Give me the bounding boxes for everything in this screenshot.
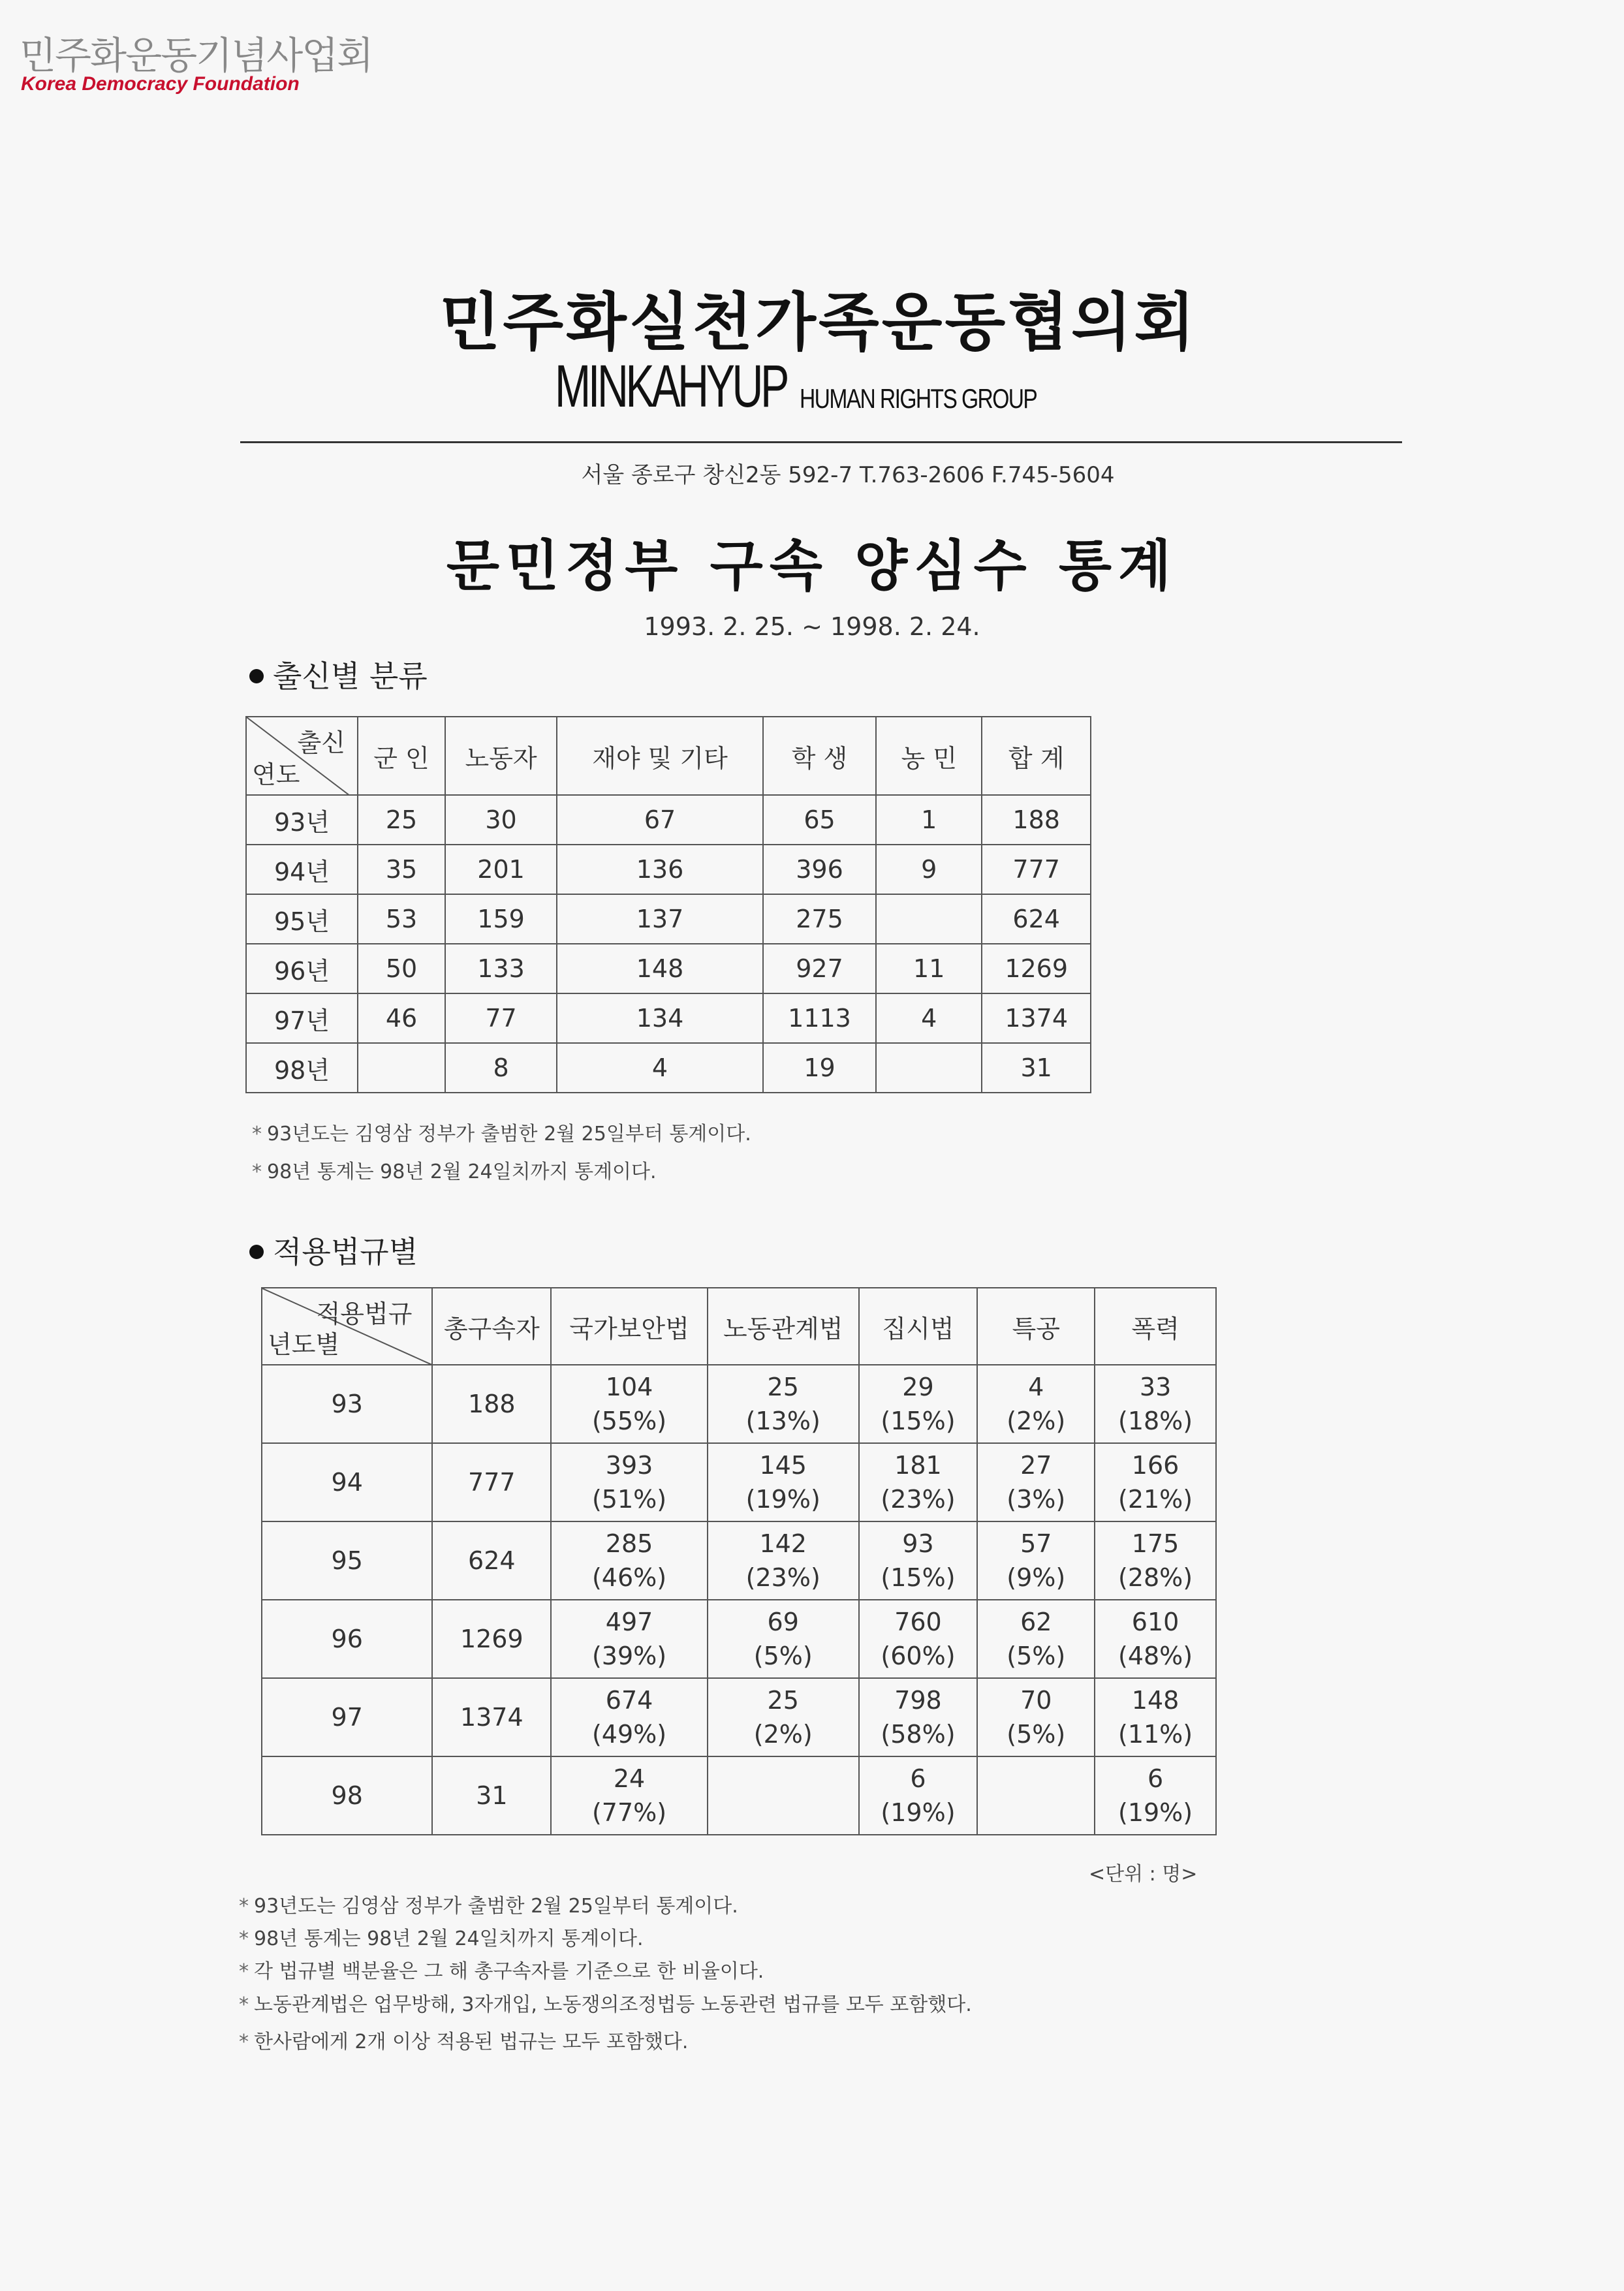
column-header: 특공	[977, 1288, 1095, 1365]
cell-count: 24	[613, 1764, 646, 1793]
cell-percent: (48%)	[1118, 1642, 1193, 1670]
note-text: 93년도는 김영삼 정부가 출범한 2월 25일부터 통계이다.	[267, 1123, 751, 1146]
table-cell: 777	[982, 845, 1091, 894]
table-cell: 9	[876, 845, 982, 894]
row-year: 93년	[246, 795, 358, 845]
row-total: 777	[432, 1443, 551, 1521]
corner-label-year: 연도	[252, 760, 300, 789]
row-year: 94	[262, 1443, 432, 1521]
table-cell: 137	[557, 894, 763, 944]
table-cell	[859, 1756, 978, 1835]
column-header: 노동관계법	[708, 1288, 859, 1365]
note-text: 각 법규별 백분율은 그 해 총구속자를 기준으로 한 비율이다.	[254, 1960, 764, 1983]
table-corner-cell	[246, 717, 358, 795]
table-row	[246, 894, 1091, 944]
table-cell	[1095, 1678, 1216, 1756]
table-row	[246, 845, 1091, 894]
cell-count: 798	[894, 1686, 942, 1715]
cell-count: 25	[767, 1686, 799, 1715]
row-total: 624	[432, 1521, 551, 1600]
cell-count: 33	[1139, 1373, 1172, 1401]
row-year: 95	[262, 1521, 432, 1600]
table-cell: 35	[358, 845, 445, 894]
cell-count: 285	[605, 1529, 653, 1558]
table-cell	[1095, 1365, 1216, 1443]
column-header: 집시법	[859, 1288, 978, 1365]
cell-count: 148	[1131, 1686, 1179, 1715]
cell-count: 93	[902, 1529, 934, 1558]
cell-percent: (15%)	[881, 1407, 956, 1435]
table-cell: 133	[445, 944, 557, 993]
cell-percent: (2%)	[753, 1720, 813, 1749]
cell-percent: (5%)	[1007, 1642, 1066, 1670]
section2-note: * 노동관계법은 업무방해, 3자개입, 노동쟁의조정법등 노동관련 법규를 모두 포함했다.	[239, 1993, 972, 2016]
cell-count: 142	[759, 1529, 807, 1558]
table-cell: 134	[557, 993, 763, 1043]
cell-percent: (18%)	[1118, 1407, 1193, 1435]
table-cell: 30	[445, 795, 557, 845]
origin-classification-table	[245, 716, 1091, 1093]
section2-note: * 한사람에게 2개 이상 적용된 법규는 모두 포함했다.	[239, 2031, 689, 2053]
table-cell	[859, 1678, 978, 1756]
cell-percent: (58%)	[881, 1720, 956, 1749]
table-row	[262, 1600, 1216, 1678]
cell-count: 27	[1020, 1451, 1052, 1480]
row-year: 98년	[246, 1043, 358, 1093]
document-title: 문민정부 구속 양심수 통계	[446, 534, 1178, 598]
cell-count: 62	[1020, 1608, 1052, 1636]
row-year: 98	[262, 1756, 432, 1835]
cell-count: 760	[894, 1608, 942, 1636]
cell-count: 69	[767, 1608, 799, 1636]
table-cell	[859, 1600, 978, 1678]
cell-count: 175	[1131, 1529, 1179, 1558]
column-header: 국가보안법	[551, 1288, 708, 1365]
table-cell: 77	[445, 993, 557, 1043]
column-header: 군 인	[358, 717, 445, 795]
letterhead-divider	[240, 441, 1402, 443]
table-cell	[977, 1756, 1095, 1835]
table-cell	[1095, 1600, 1216, 1678]
table-header-row	[246, 717, 1091, 795]
cell-percent: (5%)	[1007, 1720, 1066, 1749]
cell-count: 393	[605, 1451, 653, 1480]
table-cell	[876, 1043, 982, 1093]
row-total: 31	[432, 1756, 551, 1835]
table-cell	[977, 1521, 1095, 1600]
table-cell	[708, 1443, 859, 1521]
row-year: 96	[262, 1600, 432, 1678]
corner-label-origin: 출신	[297, 728, 345, 757]
table-cell: 50	[358, 944, 445, 993]
note-text: 98년 통계는 98년 2월 24일치까지 통계이다.	[254, 1927, 644, 1950]
corner-label-law: 적용법규	[316, 1300, 413, 1328]
document-period: 1993. 2. 25. ~ 1998. 2. 24.	[644, 612, 980, 641]
table-cell: 4	[876, 993, 982, 1043]
table-cell	[977, 1678, 1095, 1756]
cell-count: 674	[605, 1686, 653, 1715]
table-row	[246, 1043, 1091, 1093]
section2-note: * 93년도는 김영삼 정부가 출범한 2월 25일부터 통계이다.	[239, 1895, 738, 1918]
row-year: 95년	[246, 894, 358, 944]
section1-note: * 98년 통계는 98년 2월 24일치까지 통계이다.	[252, 1161, 657, 1183]
section2-note: * 각 법규별 백분율은 그 해 총구속자를 기준으로 한 비율이다.	[239, 1960, 764, 1983]
note-text: 노동관계법은 업무방해, 3자개입, 노동쟁의조정법등 노동관련 법규를 모두 포함했다.	[254, 1993, 972, 2016]
bullet-icon	[249, 669, 264, 683]
applied-law-table	[261, 1287, 1217, 1835]
cell-count: 6	[910, 1764, 926, 1793]
table-row	[246, 795, 1091, 845]
table-row	[262, 1443, 1216, 1521]
cell-percent: (23%)	[745, 1563, 820, 1592]
table-cell	[551, 1443, 708, 1521]
cell-percent: (28%)	[1118, 1563, 1193, 1592]
table-cell	[1095, 1443, 1216, 1521]
cell-count: 4	[1028, 1373, 1044, 1401]
table-cell: 159	[445, 894, 557, 944]
table-cell: 396	[763, 845, 876, 894]
foundation-watermark-english: Korea Democracy Foundation	[21, 73, 300, 95]
table-row	[262, 1365, 1216, 1443]
note-text: 98년 통계는 98년 2월 24일치까지 통계이다.	[267, 1161, 657, 1183]
cell-count: 145	[759, 1451, 807, 1480]
table-cell	[551, 1678, 708, 1756]
table-cell: 188	[982, 795, 1091, 845]
table-cell	[708, 1365, 859, 1443]
cell-percent: (21%)	[1118, 1485, 1193, 1514]
table-row	[246, 993, 1091, 1043]
section1-heading	[249, 653, 428, 696]
table-row	[246, 944, 1091, 993]
organization-address: 서울 종로구 창신2동 592-7 T.763-2606 F.745-5604	[581, 462, 1115, 488]
cell-count: 610	[1131, 1608, 1179, 1636]
table-cell: 201	[445, 845, 557, 894]
table-cell: 25	[358, 795, 445, 845]
cell-count: 497	[605, 1608, 653, 1636]
row-year: 94년	[246, 845, 358, 894]
table-cell	[708, 1756, 859, 1835]
table-cell	[859, 1443, 978, 1521]
cell-count: 6	[1147, 1764, 1164, 1793]
cell-percent: (9%)	[1007, 1563, 1066, 1592]
table-cell: 8	[445, 1043, 557, 1093]
table-cell: 11	[876, 944, 982, 993]
table-cell	[708, 1600, 859, 1678]
row-year: 96년	[246, 944, 358, 993]
cell-percent: (51%)	[591, 1485, 667, 1514]
table-cell	[551, 1600, 708, 1678]
table-cell	[551, 1756, 708, 1835]
note-text: 한사람에게 2개 이상 적용된 법규는 모두 포함했다.	[254, 2031, 689, 2053]
cell-percent: (15%)	[881, 1563, 956, 1592]
cell-percent: (77%)	[591, 1798, 667, 1827]
table-cell: 624	[982, 894, 1091, 944]
table-cell	[977, 1443, 1095, 1521]
corner-label-year: 년도별	[268, 1330, 340, 1359]
cell-percent: (2%)	[1007, 1407, 1066, 1435]
column-header: 폭력	[1095, 1288, 1216, 1365]
table-row	[262, 1756, 1216, 1835]
cell-percent: (46%)	[591, 1563, 667, 1592]
table-cell: 53	[358, 894, 445, 944]
unit-label: <단위 : 명>	[1089, 1863, 1198, 1886]
table-cell	[358, 1043, 445, 1093]
cell-percent: (13%)	[745, 1407, 820, 1435]
bullet-icon	[249, 1245, 264, 1259]
cell-count: 25	[767, 1373, 799, 1401]
table-header-row	[262, 1288, 1216, 1365]
table-cell: 275	[763, 894, 876, 944]
table-cell	[876, 894, 982, 944]
table-cell: 1269	[982, 944, 1091, 993]
table-cell: 65	[763, 795, 876, 845]
cell-percent: (19%)	[881, 1798, 956, 1827]
row-year: 97년	[246, 993, 358, 1043]
cell-count: 57	[1020, 1529, 1052, 1558]
cell-percent: (5%)	[753, 1642, 813, 1670]
organization-name-english	[555, 352, 1037, 421]
cell-count: 166	[1131, 1451, 1179, 1480]
cell-percent: (60%)	[881, 1642, 956, 1670]
row-year: 97	[262, 1678, 432, 1756]
section2-heading	[249, 1228, 418, 1271]
table-cell	[551, 1521, 708, 1600]
table-corner-cell	[262, 1288, 432, 1365]
cell-percent: (19%)	[745, 1485, 820, 1514]
organization-name-korean: 민주화실천가족운동협의회	[439, 286, 1198, 359]
foundation-watermark-korean: 민주화운동기념사업회	[20, 33, 373, 78]
cell-percent: (55%)	[591, 1407, 667, 1435]
cell-percent: (49%)	[591, 1720, 667, 1749]
table-cell: 4	[557, 1043, 763, 1093]
organization-subtitle: HUMAN RIGHTS GROUP	[800, 383, 1037, 414]
cell-count: 181	[894, 1451, 942, 1480]
table-cell	[708, 1521, 859, 1600]
cell-count: 29	[902, 1373, 934, 1401]
table-cell: 148	[557, 944, 763, 993]
cell-percent: (23%)	[881, 1485, 956, 1514]
section2-heading-text: 적용법규별	[273, 1234, 418, 1270]
table-cell	[977, 1600, 1095, 1678]
cell-count: 104	[605, 1373, 653, 1401]
row-total: 188	[432, 1365, 551, 1443]
table-cell: 1	[876, 795, 982, 845]
table-cell	[859, 1521, 978, 1600]
table-cell	[551, 1365, 708, 1443]
table-cell	[1095, 1756, 1216, 1835]
organization-acronym: MINKAHYUP	[555, 353, 787, 420]
table-row	[262, 1521, 1216, 1600]
row-total: 1374	[432, 1678, 551, 1756]
cell-percent: (39%)	[591, 1642, 667, 1670]
column-header: 노동자	[445, 717, 557, 795]
table-row	[262, 1678, 1216, 1756]
table-cell: 31	[982, 1043, 1091, 1093]
cell-percent: (3%)	[1007, 1485, 1066, 1514]
note-text: 93년도는 김영삼 정부가 출범한 2월 25일부터 통계이다.	[254, 1895, 738, 1918]
table-cell: 1374	[982, 993, 1091, 1043]
column-header: 학 생	[763, 717, 876, 795]
table-cell	[859, 1365, 978, 1443]
section1-heading-text: 출신별 분류	[273, 659, 428, 694]
cell-percent: (11%)	[1118, 1720, 1193, 1749]
column-header: 재야 및 기타	[557, 717, 763, 795]
column-header: 합 계	[982, 717, 1091, 795]
table-cell: 46	[358, 993, 445, 1043]
column-header: 농 민	[876, 717, 982, 795]
table-cell: 136	[557, 845, 763, 894]
column-header: 총구속자	[432, 1288, 551, 1365]
table-cell: 67	[557, 795, 763, 845]
row-year: 93	[262, 1365, 432, 1443]
section2-note: * 98년 통계는 98년 2월 24일치까지 통계이다.	[239, 1927, 644, 1950]
table-cell: 927	[763, 944, 876, 993]
cell-percent: (19%)	[1118, 1798, 1193, 1827]
table-cell	[708, 1678, 859, 1756]
table-cell: 19	[763, 1043, 876, 1093]
row-total: 1269	[432, 1600, 551, 1678]
table-cell	[977, 1365, 1095, 1443]
cell-count: 70	[1020, 1686, 1052, 1715]
table-cell	[1095, 1521, 1216, 1600]
table-cell: 1113	[763, 993, 876, 1043]
section1-note: * 93년도는 김영삼 정부가 출범한 2월 25일부터 통계이다.	[252, 1123, 751, 1146]
